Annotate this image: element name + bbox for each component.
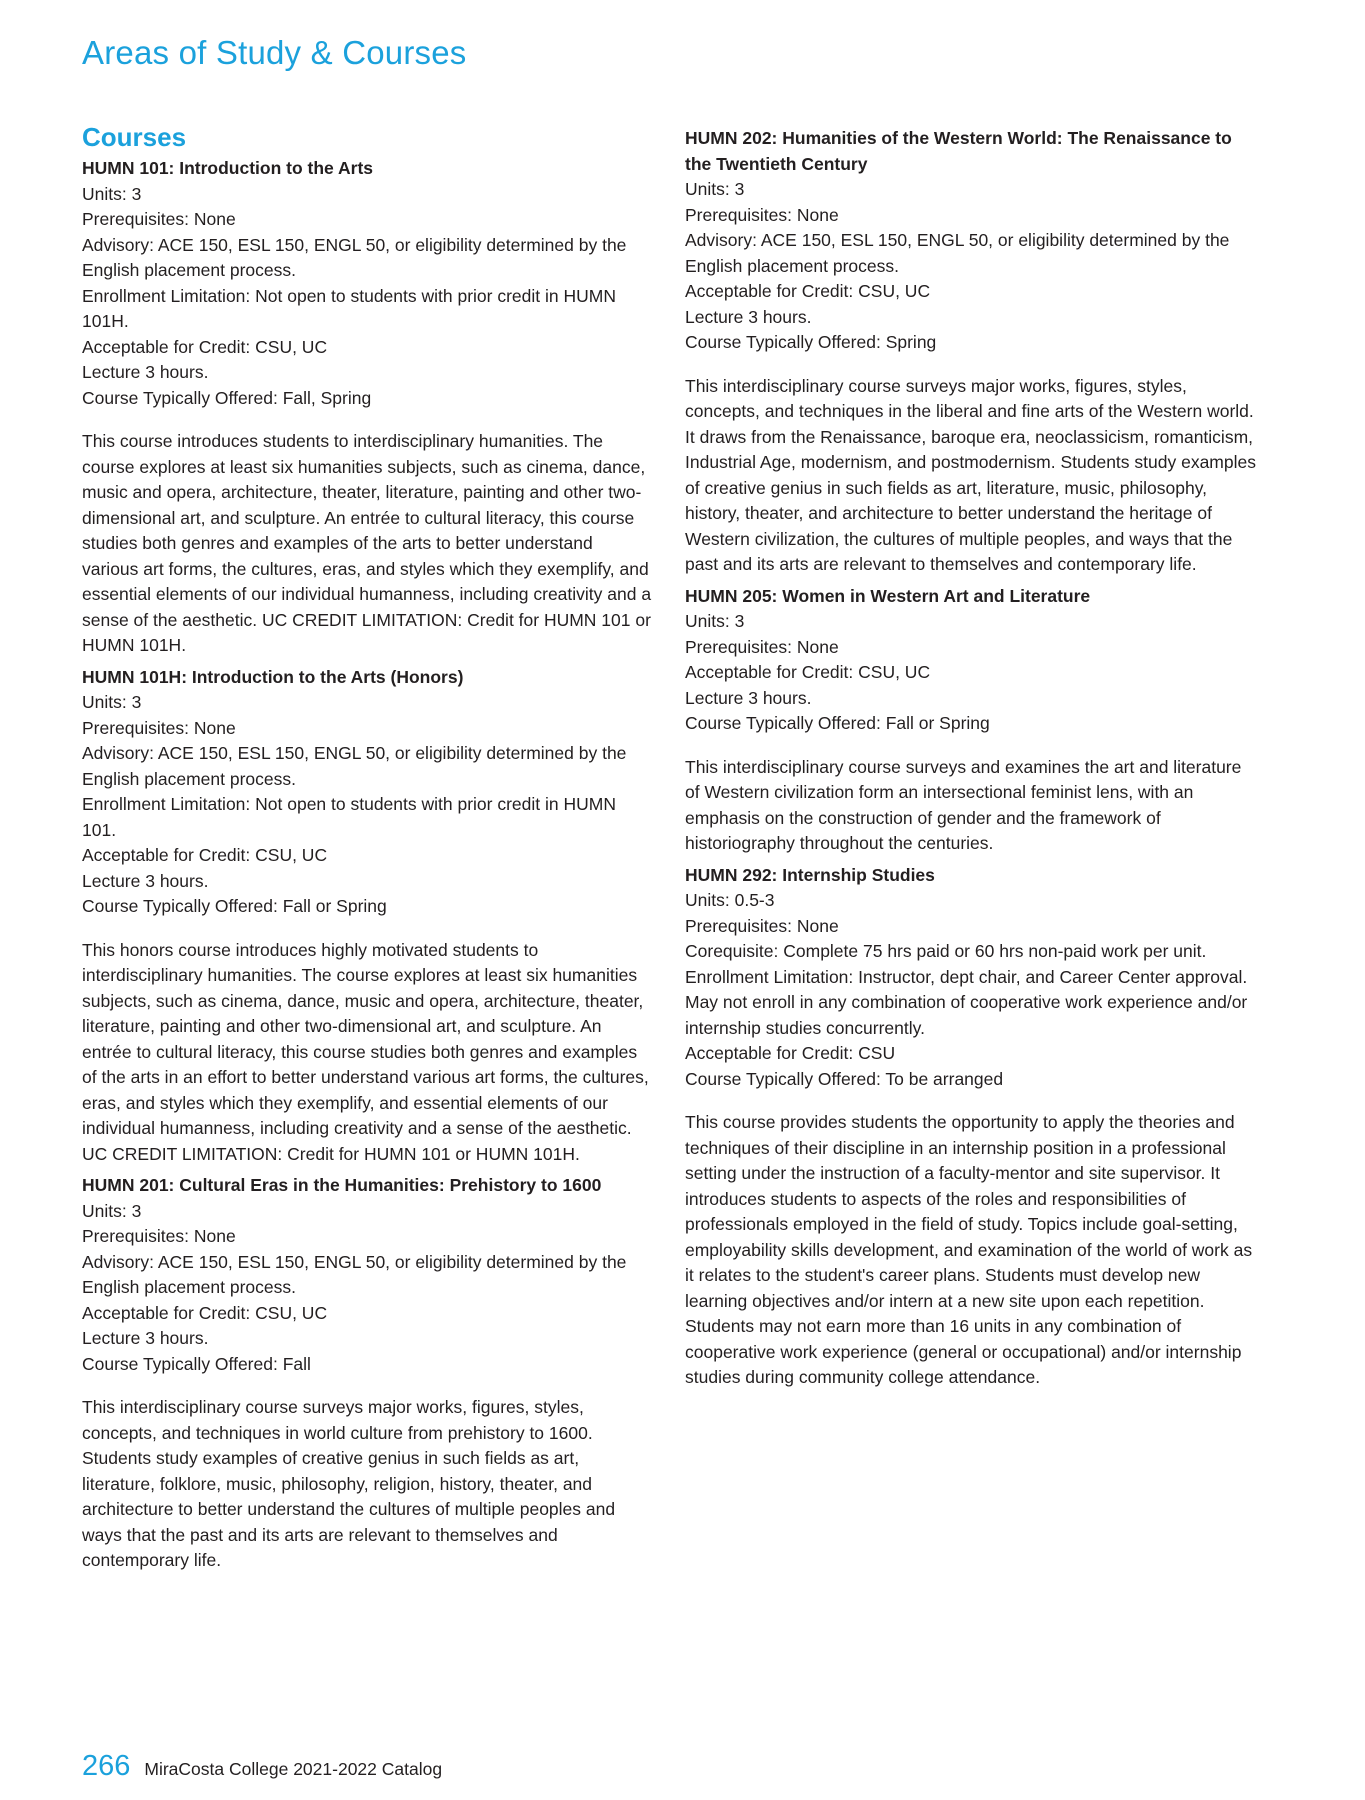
course-meta-line: Course Typically Offered: Fall bbox=[82, 1353, 311, 1374]
course-meta-line: Acceptable for Credit: CSU, UC bbox=[685, 662, 931, 682]
course-description: This course introduces students to interdisciplinary humanities. The course explores at least six humanities subjects, such as cinema, dance, music and opera, architecture, theater, literature, painting and other two-dimensional art, and sculpture. An entrée to cultural literacy, this course studies both genres and examples of the arts to better understand various art forms, the cultures, eras, and styles which they exemplify, and essential elements of our individual humanness, including creativity and a sense of the aesthetic. UC CREDIT LIMITATION: Credit for HUMN 101 or HUMN 101H. bbox=[82, 431, 652, 655]
course-entry bbox=[82, 1173, 652, 1574]
course-meta-line: Enrollment Limitation: Not open to students with prior credit in HUMN 101. bbox=[82, 794, 616, 840]
page-number: 266 bbox=[82, 1750, 131, 1782]
course-title: HUMN 205: Women in Western Art and Literature bbox=[685, 585, 1091, 606]
course-entry bbox=[685, 584, 1260, 857]
course-description: This interdisciplinary course surveys major works, figures, styles, concepts, and techniques in the liberal and fine arts of the Western world. It draws from the Renaissance, baroque era, neoclassicism, romanticism, Industrial Age, modernism, and postmodernism. Students study examples of creative genius in such fields as art, literature, music, philosophy, history, theater, and architecture to better understand the heritage of Western civilization, the cultures of multiple peoples, and ways that the past and its arts are relevant to themselves and contemporary life. bbox=[685, 375, 1256, 574]
course-meta-line: Prerequisites: None bbox=[82, 717, 236, 738]
course-meta-line: Acceptable for Credit: CSU, UC bbox=[82, 845, 328, 865]
course-meta-line: Advisory: ACE 150, ESL 150, ENGL 50, or eligibility determined by the English placement process. bbox=[82, 743, 627, 789]
course-description: This honors course introduces highly motivated students to interdisciplinary humanities. The course explores at least six humanities subjects, such as cinema, dance, music and opera, architecture, theater, literature, painting and other two-dimensional art, and sculpture. An entrée to cultural literacy, this course studies both genres and examples of the arts in an effort to better understand various art forms, the cultures, eras, and styles which they exemplify, and essential elements of our individual humanness, including creativity and a sense of the aesthetic. UC CREDIT LIMITATION: Credit for HUMN 101 or HUMN 101H. bbox=[82, 939, 649, 1164]
course-title: HUMN 292: Internship Studies bbox=[685, 864, 935, 885]
course-meta bbox=[685, 609, 1260, 737]
right-column bbox=[685, 126, 1260, 1397]
course-entry bbox=[685, 863, 1260, 1391]
course-meta-line: Advisory: ACE 150, ESL 150, ENGL 50, or eligibility determined by the English placement process. bbox=[685, 230, 1230, 276]
course-list-left bbox=[82, 156, 652, 1574]
course-meta-line: Prerequisites: None bbox=[82, 209, 236, 229]
course-meta-line: Units: 3 bbox=[82, 1200, 142, 1221]
course-meta-line: Course Typically Offered: Fall or Spring bbox=[685, 713, 990, 733]
course-title: HUMN 201: Cultural Eras in the Humanities: Prehistory to 1600 bbox=[82, 1175, 602, 1195]
course-meta-line: Enrollment Limitation: Instructor, dept chair, and Career Center approval. May not enroll in any combination of cooperative work experience and/or internship studies concurrently. bbox=[685, 966, 1248, 1038]
course-entry bbox=[685, 126, 1260, 578]
course-meta-line: Prerequisites: None bbox=[685, 915, 839, 936]
course-meta-line: Lecture 3 hours. bbox=[82, 870, 209, 891]
course-meta-line: Acceptable for Credit: CSU bbox=[685, 1043, 896, 1063]
page-footer bbox=[82, 1750, 442, 1783]
course-meta-line: Lecture 3 hours. bbox=[685, 306, 812, 327]
course-meta-line: Advisory: ACE 150, ESL 150, ENGL 50, or eligibility determined by the English placement process. bbox=[82, 234, 627, 280]
course-meta-line: Course Typically Offered: Spring bbox=[685, 332, 937, 352]
course-meta-line: Lecture 3 hours. bbox=[82, 362, 209, 382]
course-meta bbox=[82, 690, 652, 920]
course-meta bbox=[685, 177, 1260, 356]
course-meta-line: Units: 3 bbox=[685, 611, 745, 631]
page-header-title: Areas of Study & Courses bbox=[82, 34, 467, 71]
course-meta-line: Lecture 3 hours. bbox=[685, 687, 812, 708]
course-description: This interdisciplinary course surveys major works, figures, styles, concepts, and techniques in world culture from prehistory to 1600. Students study examples of creative genius in such fields as art, literature, folklore, music, philosophy, religion, history, theater, and architecture to better understand the cultures of multiple peoples and ways that the past and its arts are relevant to themselves and contemporary life. bbox=[82, 1397, 616, 1570]
course-meta-line: Acceptable for Credit: CSU, UC bbox=[82, 1302, 328, 1323]
course-meta-line: Prerequisites: None bbox=[685, 204, 839, 225]
course-description: This interdisciplinary course surveys and examines the art and literature of Western civilization form an intersectional feminist lens, with an emphasis on the construction of gender and the framework of historiography throughout the centuries. bbox=[685, 756, 1242, 853]
course-entry bbox=[82, 156, 652, 659]
course-meta-line: Lecture 3 hours. bbox=[82, 1328, 209, 1348]
course-meta-line: Prerequisites: None bbox=[685, 636, 839, 657]
course-meta bbox=[685, 888, 1260, 1092]
course-meta-line: Units: 3 bbox=[685, 179, 745, 199]
section-title: Courses bbox=[82, 122, 187, 152]
course-meta-line: Units: 3 bbox=[82, 692, 142, 712]
course-meta-line: Course Typically Offered: Fall, Spring bbox=[82, 387, 372, 408]
left-column bbox=[82, 122, 652, 1580]
course-meta-line: Prerequisites: None bbox=[82, 1226, 236, 1246]
course-title: HUMN 101H: Introduction to the Arts (Honors) bbox=[82, 666, 464, 687]
course-meta-line: Advisory: ACE 150, ESL 150, ENGL 50, or eligibility determined by the English placement process. bbox=[82, 1251, 627, 1297]
course-meta bbox=[82, 1199, 652, 1378]
course-meta-line: Course Typically Offered: To be arranged bbox=[685, 1068, 1004, 1089]
course-meta-line: Corequisite: Complete 75 hrs paid or 60 hrs non-paid work per unit. bbox=[685, 941, 1207, 961]
catalog-title: MiraCosta College 2021-2022 Catalog bbox=[144, 1759, 443, 1779]
course-meta-line: Course Typically Offered: Fall or Spring bbox=[82, 896, 387, 916]
course-meta-line: Units: 3 bbox=[82, 183, 142, 204]
course-entry bbox=[82, 665, 652, 1168]
course-title: HUMN 101: Introduction to the Arts bbox=[82, 158, 374, 178]
course-description: This course provides students the opportunity to apply the theories and techniques of their discipline in an internship position in a professional setting under the instruction of a faculty-mentor and site supervisor. It introduces students to aspects of the roles and responsibilities of professionals employed in the field of study. Topics include goal-setting, employability skills development, and examination of the world of work as it relates to the student's career plans. Students must develop new learning objectives and/or intern at a new site upon each repetition. Students may not earn more than 16 units in any combination of cooperative work experience (general or occupational) and/or internship studies during community college attendance. bbox=[685, 1112, 1253, 1387]
course-meta-line: Acceptable for Credit: CSU, UC bbox=[82, 336, 328, 357]
course-meta-line: Acceptable for Credit: CSU, UC bbox=[685, 281, 931, 301]
course-meta-line: Units: 0.5-3 bbox=[685, 890, 775, 910]
course-title: HUMN 202: Humanities of the Western World: The Renaissance to the Twentieth Century bbox=[685, 128, 1232, 174]
course-meta-line: Enrollment Limitation: Not open to students with prior credit in HUMN 101H. bbox=[82, 285, 616, 331]
course-meta bbox=[82, 182, 652, 412]
course-list-right bbox=[685, 126, 1260, 1391]
